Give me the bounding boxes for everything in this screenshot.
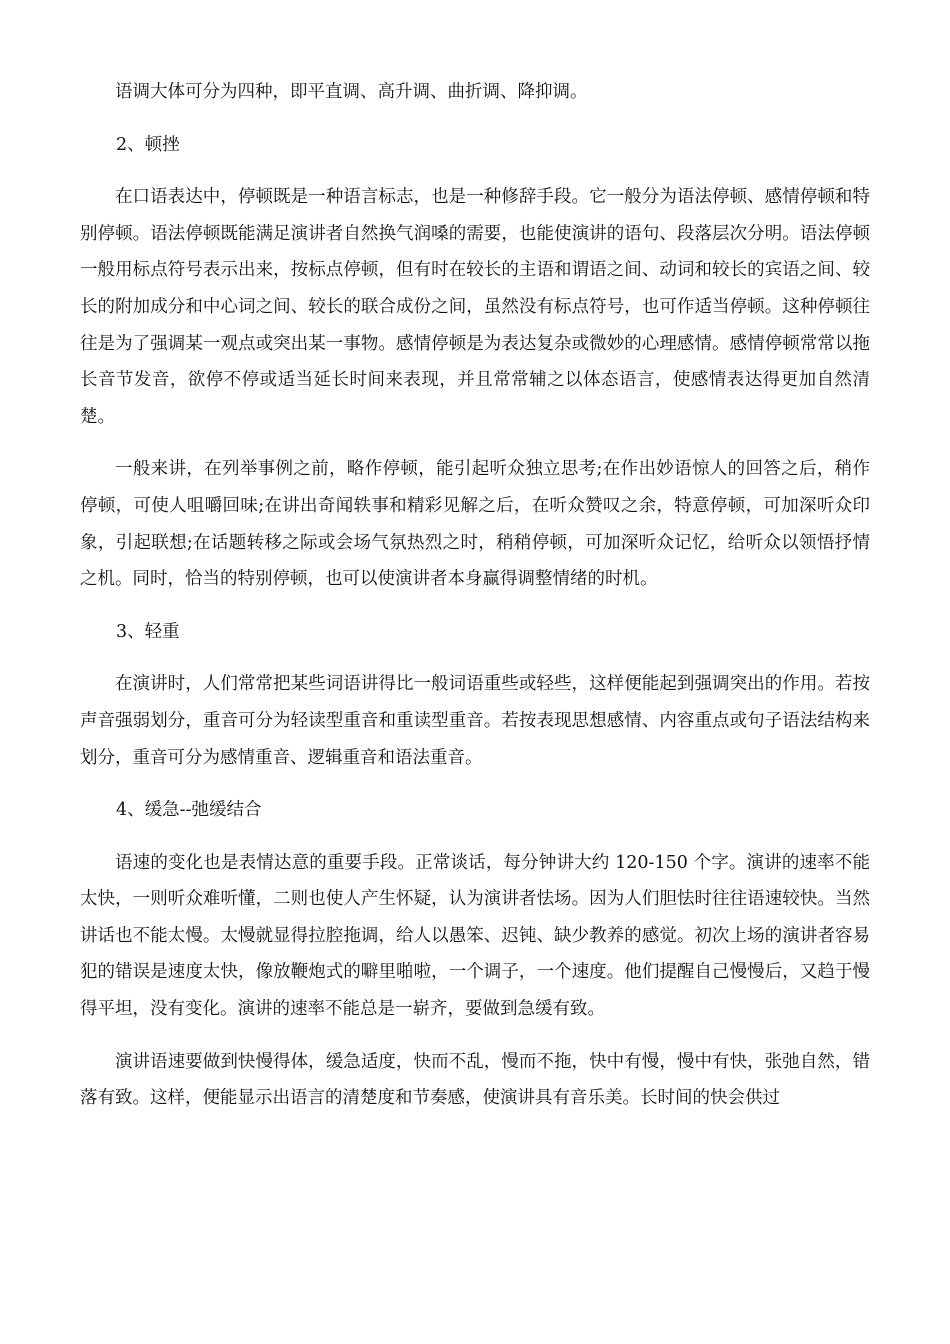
- section-heading-stress: 3、轻重: [116, 621, 180, 642]
- paragraph-pause-types: 在口语表达中，停顿既是一种语言标志，也是一种修辞手段。它一般分为语法停顿、感情停顿和特别停顿。语法停顿既能满足演讲者自然换气润嗓的需要，也能使演讲的语句、段落层次分明。语法停顿一般用标点符号表示出来，按标点停顿，但有时在较长的主语和谓语之间、动词和较长的宾语之间、较长的附加成分和中心词之间、较长的联合成份之间，虽然没有标点符号，也可作适当停顿。这种停顿往往是为了强调某一观点或突出某一事物。感情停顿是为表达复杂或微妙的心理感情。感情停顿常常以拖长音节发音，欲停不停或适当延长时间来表现，并且常常辅之以体态语言，使感情表达得更加自然清楚。: [80, 187, 870, 427]
- section-heading-tempo: 4、缓急--弛缓结合: [116, 800, 262, 821]
- paragraph-tempo: 语速的变化也是表情达意的重要手段。正常谈话，每分钟讲大约 120-150 个字。演讲的速率不能太快，一则听众难听懂，二则也使人产生怀疑，认为演讲者怯场。因为人们胆怯时往往语速较快。当然讲话也不能太慢。太慢就显得拉腔拖调，给人以愚笨、迟钝、缺少教养的感觉。初次上场的演讲者容易犯的错误是速度太快，像放鞭炮式的噼里啪啦，一个调子，一个速度。他们提醒自己慢慢后，又趋于慢得平坦，没有变化。演讲的速率不能总是一崭齐，要做到急缓有致。: [80, 852, 870, 1020]
- section-heading-pause: 2、顿挫: [116, 134, 180, 155]
- paragraph-stress: 在演讲时，人们常常把某些词语讲得比一般词语重些或轻些，这样便能起到强调突出的作用。若按声音强弱划分，重音可分为轻读型重音和重读型重音。若按表现思想感情、内容重点或句子语法结构来划分，重音可分为感情重音、逻辑重音和语法重音。: [80, 674, 870, 768]
- paragraph-pause-examples: 一般来讲，在列举事例之前，略作停顿，能引起听众独立思考;在作出妙语惊人的回答之后，稍作停顿，可使人咀嚼回味;在讲出奇闻轶事和精彩见解之后，在听众赞叹之余，特意停顿，可加深听众印象，引起联想;在话题转移之际或会场气氛热烈之时，稍稍停顿，可加深听众记忆，给听众以领悟抒情之机。同时，恰当的特别停顿，也可以使演讲者本身赢得调整情绪的时机。: [80, 459, 870, 590]
- paragraph-tempo-balance: 演讲语速要做到快慢得体，缓急适度，快而不乱，慢而不拖，快中有慢，慢中有快，张弛自然，错落有致。这样，便能显示出语言的清楚度和节奏感，使演讲具有音乐美。长时间的快会供过: [80, 1051, 870, 1109]
- paragraph-intonation-types: 语调大体可分为四种，即平直调、高升调、曲折调、降抑调。: [115, 82, 588, 102]
- document-body: [80, 74, 870, 1133]
